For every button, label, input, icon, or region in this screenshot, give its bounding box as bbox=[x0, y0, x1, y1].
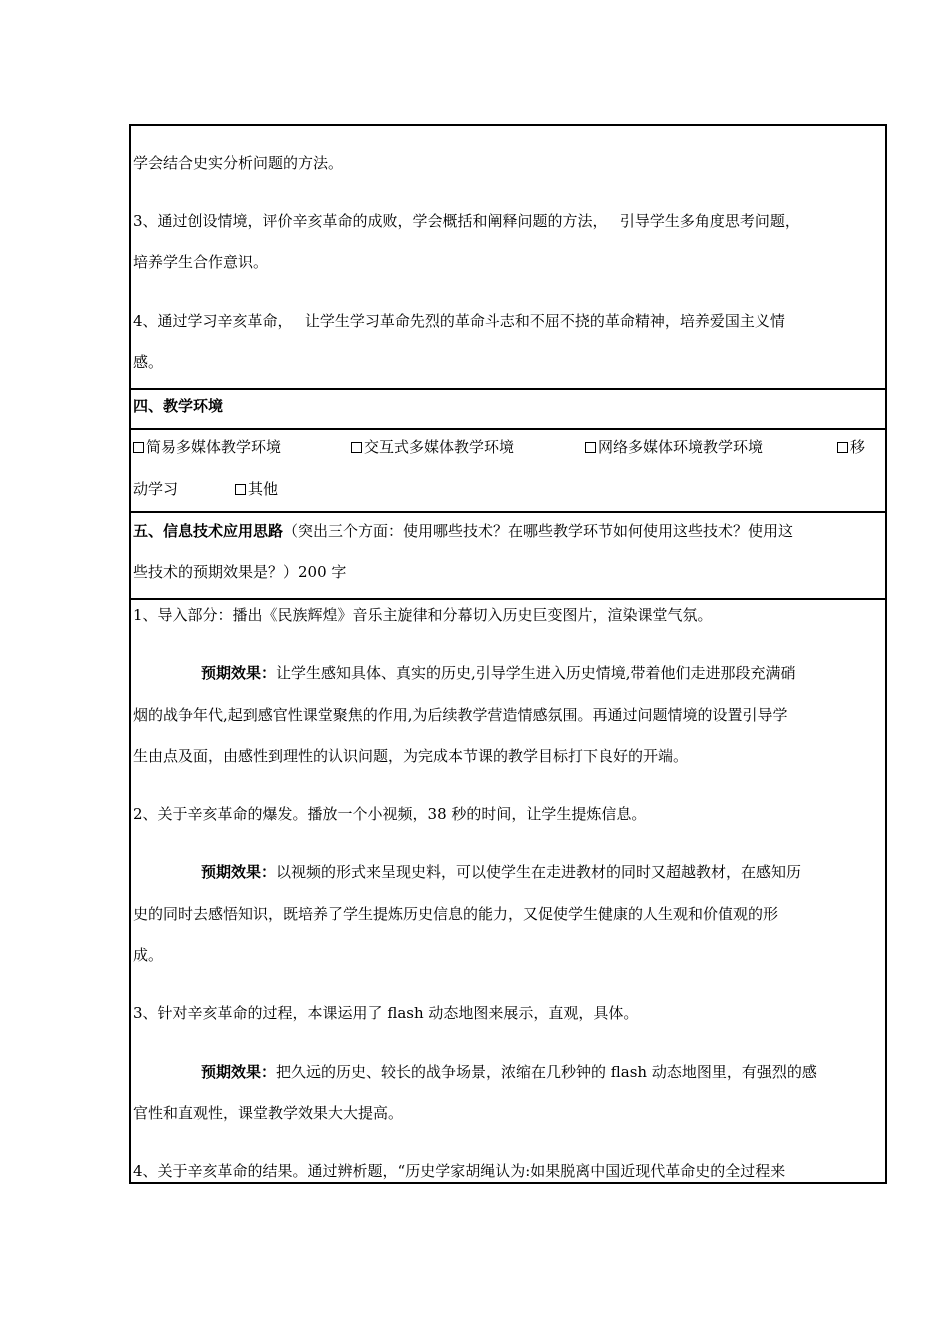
text-line: 3、通过创设情境，评价辛亥革命的成败，学会概括和阐释问题的方法， 引导学生多角度思考问题， bbox=[133, 212, 800, 230]
text-line: 烟的战争年代,起到感官性课堂聚焦的作用,为后续教学营造情感氛围。再通过问题情境的设置引导学 bbox=[133, 706, 788, 724]
checkbox-icon bbox=[585, 442, 596, 453]
content-item-3: 3、针对辛亥革命的过程，本课运用了 flash 动态地图来展示，直观，具体。 bbox=[133, 1004, 639, 1022]
expected-effect-1 bbox=[201, 663, 796, 683]
effect-text: 让学生感知具体、真实的历史,引导学生进入历史情境,带着他们走进那段充满硝 bbox=[276, 664, 796, 682]
env-option-other[interactable] bbox=[235, 479, 278, 499]
checkbox-icon bbox=[133, 442, 144, 453]
text-line: 史的同时去感悟知识，既培养了学生提炼历史信息的能力，又促使学生健康的人生观和价值观的形 bbox=[133, 905, 779, 923]
text-line: 官性和直观性，课堂教学效果大大提高。 bbox=[133, 1104, 404, 1122]
effect-label: 预期效果： bbox=[201, 1063, 277, 1081]
effect-text: 以视频的形式来呈现史料，可以使学生在走进教材的同时又超越教材，在感知历 bbox=[276, 863, 802, 881]
option-label: 移 bbox=[850, 438, 866, 456]
text-line: 感。 bbox=[133, 353, 164, 371]
expected-effect-2 bbox=[201, 862, 801, 882]
env-option-interactive[interactable] bbox=[351, 437, 514, 457]
expected-effect-3 bbox=[201, 1062, 817, 1082]
content-item-1: 1、导入部分：播出《民族辉煌》音乐主旋律和分幕切入历史巨变图片，渲染课堂气氛。 bbox=[133, 606, 713, 624]
checkbox-icon bbox=[837, 442, 848, 453]
env-option-network[interactable] bbox=[585, 437, 763, 457]
effect-text: 把久远的历史、较长的战争场景，浓缩在几秒钟的 flash 动态地图里，有强烈的感 bbox=[276, 1063, 817, 1081]
content-item-4: 4、关于辛亥革命的结果。通过辨析题，“历史学家胡绳认为:如果脱离中国近现代革命史的全过程来 bbox=[133, 1162, 786, 1180]
content-item-2: 2、关于辛亥革命的爆发。播放一个小视频，38 秒的时间，让学生提炼信息。 bbox=[133, 805, 647, 823]
row-divider bbox=[131, 428, 885, 430]
lesson-plan-table bbox=[129, 124, 887, 1184]
option-label: 其他 bbox=[248, 480, 279, 498]
env-option-mobile[interactable] bbox=[837, 437, 865, 457]
text-line: 学会结合史实分析问题的方法。 bbox=[133, 154, 344, 172]
section4-title: 四、教学环境 bbox=[133, 397, 224, 415]
checkbox-icon bbox=[351, 442, 362, 453]
text-line: 成。 bbox=[133, 946, 164, 964]
section5-title bbox=[133, 521, 793, 541]
option-label: 交互式多媒体教学环境 bbox=[364, 438, 515, 456]
section5-title-line2: 些技术的预期效果是？）200 字 bbox=[133, 563, 347, 581]
row-divider bbox=[131, 511, 885, 513]
section5-title-rest: （突出三个方面：使用哪些技术？在哪些教学环节如何使用这些技术？使用这 bbox=[283, 522, 794, 540]
effect-label: 预期效果： bbox=[201, 863, 277, 881]
effect-label: 预期效果： bbox=[201, 664, 277, 682]
option-label: 网络多媒体环境教学环境 bbox=[598, 438, 764, 456]
checkbox-icon bbox=[235, 484, 246, 495]
section5-title-bold: 五、信息技术应用思路 bbox=[133, 522, 284, 540]
env-option-simple[interactable] bbox=[133, 437, 281, 457]
text-line: 4、通过学习辛亥革命， 让学生学习革命先烈的革命斗志和不屈不挠的革命精神，培养爱国主义情 bbox=[133, 312, 785, 330]
text-line: 生由点及面，由感性到理性的认识问题，为完成本节课的教学目标打下良好的开端。 bbox=[133, 747, 689, 765]
row-divider bbox=[131, 598, 885, 600]
option-label: 简易多媒体教学环境 bbox=[146, 438, 282, 456]
row-divider bbox=[131, 388, 885, 390]
text-line: 培养学生合作意识。 bbox=[133, 253, 269, 271]
env-option-mobile-cont: 动学习 bbox=[133, 480, 179, 498]
